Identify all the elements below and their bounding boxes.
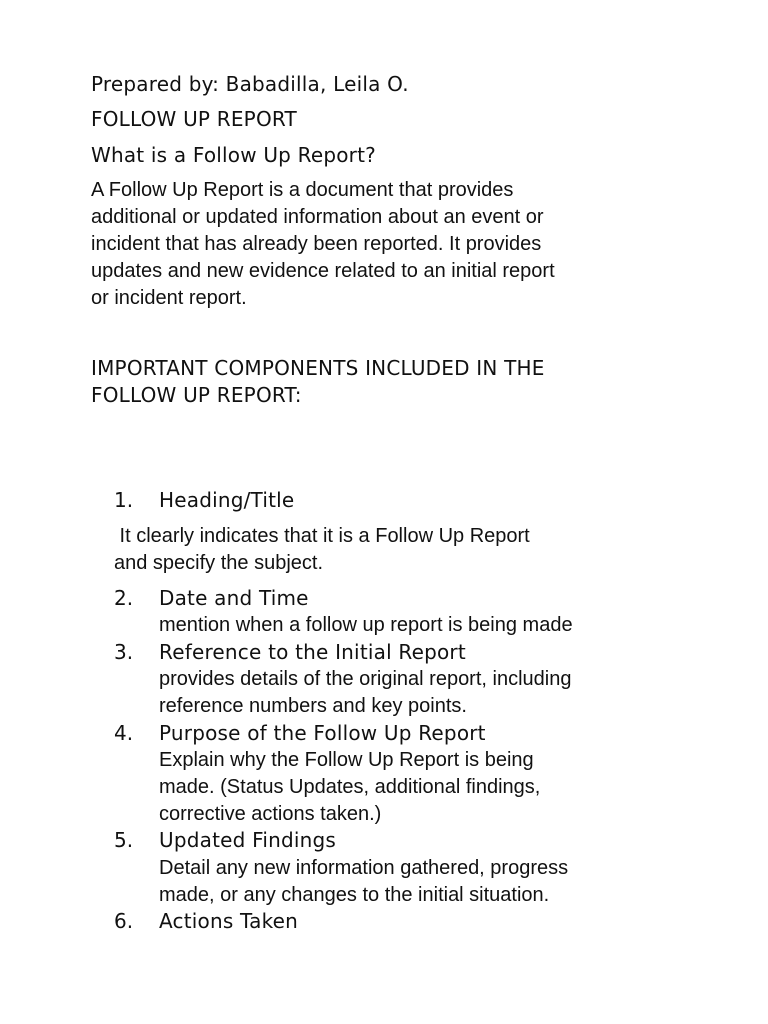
list-item-description xyxy=(114,523,530,577)
description-line: reference numbers and key points. xyxy=(159,695,467,717)
components-heading-line: FOLLOW UP REPORT: xyxy=(91,383,302,407)
intro-line: or incident report. xyxy=(91,287,247,309)
list-item-description xyxy=(159,747,540,828)
list-item-number: 4. xyxy=(114,721,134,745)
components-heading xyxy=(91,355,545,409)
description-line: made, or any changes to the initial situation. xyxy=(159,884,550,906)
description-line: mention when a follow up report is being made xyxy=(159,614,573,636)
intro-paragraph xyxy=(91,177,691,312)
description-line: Explain why the Follow Up Report is being xyxy=(159,749,534,771)
description-line: It clearly indicates that it is a Follow Up Report xyxy=(114,525,530,547)
components-heading-line: IMPORTANT COMPONENTS INCLUDED IN THE xyxy=(91,356,545,380)
list-item-number: 5. xyxy=(114,828,134,852)
list-item-number: 3. xyxy=(114,640,134,664)
list-item-heading: Updated Findings xyxy=(159,828,337,852)
description-line: Detail any new information gathered, progress xyxy=(159,857,569,879)
list-item-heading: Purpose of the Follow Up Report xyxy=(159,721,486,745)
document-title: FOLLOW UP REPORT xyxy=(91,107,297,131)
description-line: corrective actions taken.) xyxy=(159,803,382,825)
intro-line: additional or updated information about an event or xyxy=(91,206,544,228)
question-heading: What is a Follow Up Report? xyxy=(91,143,376,167)
description-line: made. (Status Updates, additional findings, xyxy=(159,776,541,798)
intro-line: incident that has already been reported. It provides xyxy=(91,233,542,255)
list-item-number: 6. xyxy=(114,909,134,933)
list-item-number: 1. xyxy=(114,488,134,512)
intro-line: A Follow Up Report is a document that provides xyxy=(91,179,514,201)
description-line: and specify the subject. xyxy=(114,552,324,574)
list-item-description xyxy=(159,612,573,639)
description-line: provides details of the original report, including xyxy=(159,668,572,690)
list-item-heading: Actions Taken xyxy=(159,909,299,933)
intro-line: updates and new evidence related to an initial report xyxy=(91,260,555,282)
list-item-number: 2. xyxy=(114,586,134,610)
list-item-heading: Heading/Title xyxy=(159,488,295,512)
list-item-description xyxy=(159,666,571,720)
list-item-heading: Reference to the Initial Report xyxy=(159,640,466,664)
list-item-description xyxy=(159,855,568,909)
prepared-by-line: Prepared by: Babadilla, Leila O. xyxy=(91,72,409,96)
list-item-heading: Date and Time xyxy=(159,586,309,610)
